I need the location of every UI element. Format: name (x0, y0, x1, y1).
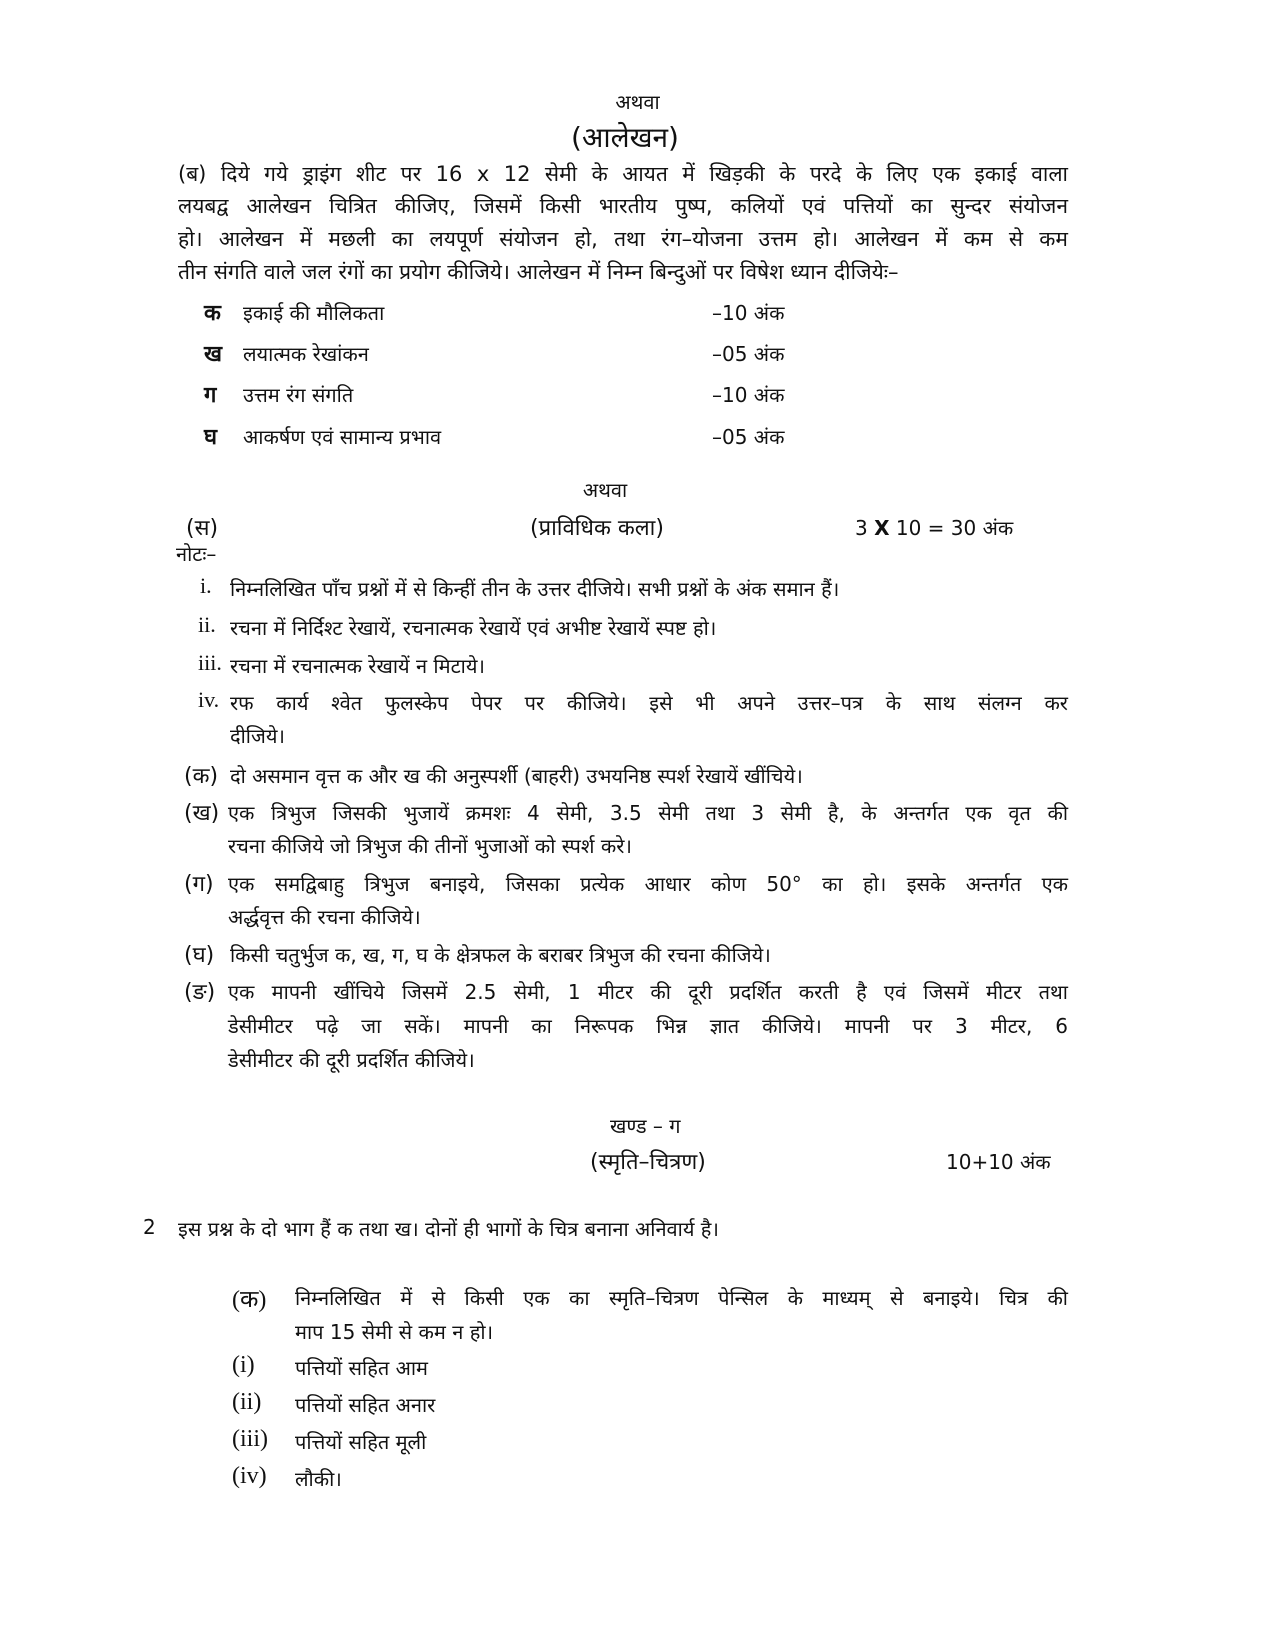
question-text: किसी चतुर्भुज क, ख, ग, घ के क्षेत्रफल के बराबर त्रिभुज की रचना कीजिये। (230, 943, 771, 967)
question-label: (ग) (184, 872, 214, 897)
question-text: एक मापनी खींचिये जिसमें 2.5 सेमी, 1 मीटर की दूरी प्रदर्शित करती है एवं जिसमें मीटर तथा (228, 980, 1068, 1004)
question-text: अर्द्धवृत्त की रचना कीजिये। (228, 905, 421, 929)
question-text: एक समद्विबाहु त्रिभुज बनाइये, जिसका प्रत्येक आधार कोण 50° का हो। इसके अन्तर्गत एक (228, 872, 1068, 896)
section-c-label: (स) (186, 516, 219, 541)
note-label: नोटः– (176, 542, 217, 566)
criteria-letter: ग (204, 383, 217, 408)
part-text: निम्नलिखित में से किसी एक का स्मृति–चित्रण पेन्सिल के माध्यम् से बनाइये। चित्र की (295, 1286, 1068, 1310)
question-number: 2 (143, 1215, 156, 1239)
section-b-intro-line: (ब) दिये गये ड्राइंग शीट पर 16 x 12 सेमी के आयत में खिड़की के परदे के लिए एक इकाई वाला (178, 162, 1068, 186)
criteria-letter: ख (204, 342, 222, 367)
section-b-intro-line: हो। आलेखन में मछली का लयपूर्ण संयोजन हो, तथा रंग–योजना उत्तम हो। आलेखन में कम से कम (178, 227, 1068, 251)
question-text: रचना कीजिये जो त्रिभुज की तीनों भुजाओं को स्पर्श करे। (228, 834, 632, 858)
note-text: रचना में रचनात्मक रेखायें न मिटाये। (230, 654, 486, 678)
part-text: माप 15 सेमी से कम न हो। (295, 1320, 494, 1344)
part-label: (क) (232, 1287, 267, 1313)
criteria-text: इकाई की मौलिकता (243, 301, 385, 325)
criteria-text: आकर्षण एवं सामान्य प्रभाव (243, 425, 442, 449)
option-text: पत्तियों सहित मूली (295, 1430, 427, 1454)
note-number: iii. (198, 650, 222, 675)
marks-multiply: X (874, 516, 890, 540)
note-text-continued: दीजिये। (230, 724, 285, 748)
question-text: डेसीमीटर पढ़े जा सकें। मापनी का निरूपक भिन्न ज्ञात कीजिये। मापनी पर 3 मीटर, 6 (228, 1014, 1068, 1038)
criteria-text: उत्तम रंग संगति (243, 383, 354, 407)
criteria-letter: घ (204, 425, 218, 450)
section-g-marks: 10+10 अंक (946, 1150, 1051, 1174)
option-text: पत्तियों सहित आम (295, 1356, 428, 1380)
section-b-intro-line: लयबद्व आलेखन चित्रित कीजिए, जिसमें किसी भारतीय पुष्प, कलियों एवं पत्तियों का सुन्दर संयोजन (178, 194, 1068, 218)
marks-prefix: 3 (855, 516, 868, 540)
question-text: दो असमान वृत्त क और ख की अनुस्पर्शी (बाहरी) उभयनिष्ठ स्पर्श रेखायें खींचिये। (230, 764, 803, 788)
option-text: पत्तियों सहित अनार (295, 1393, 436, 1417)
question-label: (क) (184, 764, 219, 789)
section-c-marks (855, 514, 1013, 541)
criteria-marks: –10 अंक (712, 301, 785, 325)
note-number: ii. (198, 612, 216, 637)
note-text: रफ कार्य श्वेत फुलस्केप पेपर पर कीजिये। इसे भी अपने उत्तर–पत्र के साथ संलग्न कर (230, 691, 1068, 715)
section-g-heading: खण्ड – ग (610, 1114, 681, 1138)
option-number: (iv) (232, 1463, 267, 1489)
note-text: निम्नलिखित पाँच प्रश्नों में से किन्हीं तीन के उत्तर दीजिये। सभी प्रश्नों के अंक समान हैं। (230, 577, 840, 601)
section-b-intro-line: तीन संगति वाले जल रंगों का प्रयोग कीजिये। आलेखन में निम्न बिन्दुओं पर विषेश ध्यान दीजियेः– (178, 260, 899, 284)
criteria-letter: क (204, 301, 221, 326)
section-g-title: (स्मृति–चित्रण) (590, 1150, 706, 1175)
question-text: इस प्रश्न के दो भाग हैं क तथा ख। दोनों ही भागों के चित्र बनाना अनिवार्य है। (178, 1217, 719, 1241)
question-label: (घ) (184, 943, 215, 968)
question-label: (ङ) (184, 980, 216, 1005)
note-number: iv. (198, 687, 220, 712)
criteria-marks: –05 अंक (712, 425, 785, 449)
question-text: डेसीमीटर की दूरी प्रदर्शित कीजिये। (228, 1048, 475, 1072)
section-b-title: (आलेखन) (571, 121, 679, 154)
note-number: i. (200, 573, 212, 598)
question-label: (ख) (184, 801, 220, 826)
criteria-marks: –10 अंक (712, 383, 785, 407)
marks-suffix: 10 = 30 अंक (895, 516, 1014, 540)
note-text: रचना में निर्दिश्ट रेखायें, रचनात्मक रेखायें एवं अभीष्ट रेखायें स्पष्ट हो। (230, 616, 717, 640)
option-text: लौकी। (295, 1467, 342, 1491)
or-separator: अथवा (615, 90, 660, 114)
option-number: (i) (232, 1352, 255, 1378)
criteria-marks: –05 अंक (712, 342, 785, 366)
option-number: (ii) (232, 1389, 262, 1415)
section-c-title: (प्राविधिक कला) (530, 516, 664, 541)
question-text: एक त्रिभुज जिसकी भुजायें क्रमशः 4 सेमी, 3.5 सेमी तथा 3 सेमी है, के अन्तर्गत एक वृत की (228, 801, 1068, 825)
criteria-text: लयात्मक रेखांकन (243, 342, 369, 366)
option-number: (iii) (232, 1426, 268, 1452)
or-separator: अथवा (582, 478, 628, 502)
